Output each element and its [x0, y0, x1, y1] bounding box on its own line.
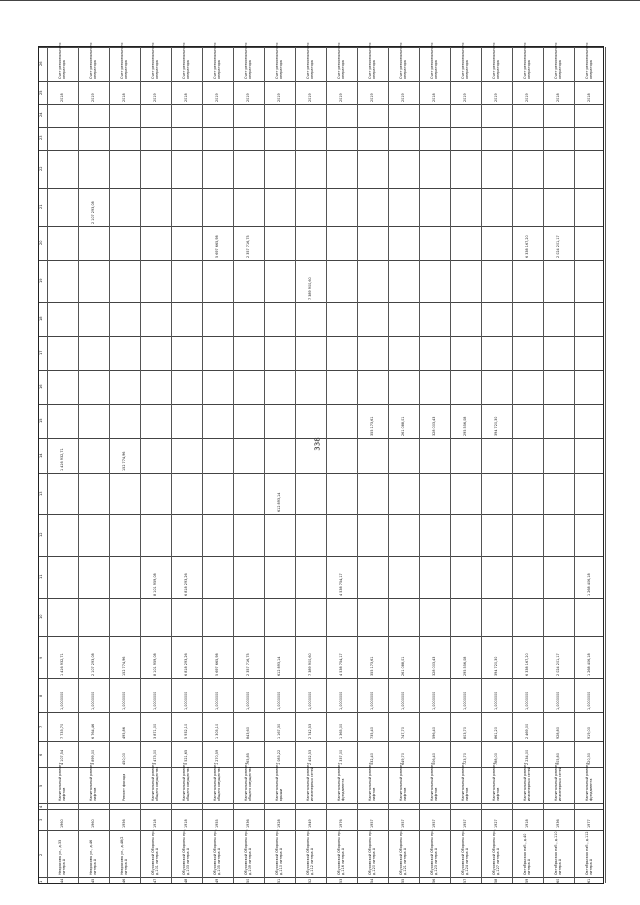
table-cell-c25: 2019 [152, 93, 157, 102]
table-cell-c7: 596,40 [431, 726, 436, 739]
table-cell-c8: 1,0000000 [586, 691, 591, 711]
table-cell-no: 47 [152, 878, 157, 883]
column-divider [39, 636, 603, 637]
table-cell-c8: 1,0000000 [462, 691, 467, 711]
table-cell-c7: 1 365,00 [338, 723, 343, 739]
table-cell-c7: 3 871,00 [152, 723, 157, 739]
table-cell-c9: 261 088,01 [400, 656, 405, 676]
table-cell-c26: Счет регионального оператора [305, 42, 314, 80]
table-cell-c7: 1 167,30 [276, 723, 281, 739]
table-cell-c9: 2 024 201,17 [555, 653, 560, 676]
table-cell-work: Капитальный ремонт фундамента [336, 762, 345, 802]
table-cell-c11: 4 538 754,17 [338, 573, 343, 597]
table-cell-c8: 1,0000000 [276, 691, 281, 711]
row-divider [47, 47, 48, 883]
table-cell-c6: 723,70 [462, 753, 467, 766]
row-divider [543, 47, 544, 883]
table-cell-work: Капитальный ремонт общего имущества [212, 762, 221, 802]
table-cell-c11: 6 818 293,26 [183, 573, 188, 597]
capital-repair-table [38, 42, 604, 884]
column-number: 15 [39, 418, 43, 424]
table-cell-year: 1957 [369, 819, 374, 828]
table-cell-year: 1936 [555, 819, 560, 828]
table-cell-c6: 1 337,00 [338, 750, 343, 766]
row-divider [202, 47, 203, 883]
column-divider [39, 104, 603, 105]
column-number: 13 [39, 490, 43, 496]
column-divider [39, 803, 603, 804]
table-cell-year: 1918 [152, 819, 157, 828]
table-cell-c9: 6 818 293,26 [183, 653, 188, 676]
table-cell-c26: Счет регионального оператора [57, 42, 66, 80]
table-cell-year: 1976 [338, 819, 343, 828]
table-cell-address: Обуховской Обороны пр., д.120 литера А [367, 829, 376, 876]
page-number: 338 [313, 437, 322, 451]
table-cell-work: Капитальный ремонт лифтов [460, 762, 469, 802]
table-cell-year: 1960 [90, 819, 95, 828]
table-cell-c9: 1 268 406,18 [586, 653, 591, 676]
table-cell-year: 1936 [245, 819, 250, 828]
table-cell-year: 1957 [400, 819, 405, 828]
table-cell-c20: 5 697 665,98 [214, 235, 219, 258]
column-divider [39, 188, 603, 189]
table-cell-c20: 2 024 201,17 [555, 235, 560, 258]
table-cell-year: 1927 [493, 819, 498, 828]
column-divider [39, 150, 603, 151]
table-cell-work: Капитальный ремонт инженерных сетей [553, 762, 562, 802]
table-cell-work: Капитальный ремонт общего имущества [150, 762, 159, 802]
table-cell-c6: 788,00 [493, 753, 498, 766]
table-cell-c6: 2 234,00 [524, 750, 529, 766]
table-cell-work: Капитальный ремонт лифтов [398, 762, 407, 802]
table-cell-address: Обуховской Обороны пр., д.121 литера А [398, 829, 407, 876]
table-cell-no: 56 [431, 878, 436, 883]
table-cell-no: 58 [493, 878, 498, 883]
table-cell-c9: 6 338 167,20 [524, 653, 529, 676]
table-cell-year: 1956 [121, 819, 126, 828]
table-cell-c26: Счет регионального оператора [553, 42, 562, 80]
table-cell-c11: 8 101 959,08 [152, 573, 157, 597]
table-cell-c9: 328 003,43 [431, 656, 436, 676]
table-cell-c7: 5 932,10 [183, 723, 188, 739]
table-cell-c25: 2018 [555, 93, 560, 102]
table-cell-c9: 2 357 716,75 [245, 653, 250, 676]
row-divider [388, 47, 389, 883]
table-cell-address: Октябрьская наб., д.110 литера А [553, 831, 562, 876]
column-number: 9 [39, 656, 43, 659]
table-cell-c9: 1 416 932,71 [59, 653, 64, 676]
table-cell-c7: 495,86 [121, 726, 126, 739]
table-cell-work: Ремонт фасада [121, 773, 126, 802]
table-cell-c9: 152 774,96 [121, 656, 126, 676]
table-cell-c11: 1 268 406,18 [586, 573, 591, 597]
table-cell-c26: Счет регионального оператора [460, 42, 469, 80]
table-cell-c6: 649,70 [400, 753, 405, 766]
table-cell-c7: 6 764,46 [90, 723, 95, 739]
column-number: 17 [39, 350, 43, 355]
table-cell-c9: 8 101 959,08 [152, 653, 157, 676]
column-divider [39, 260, 603, 261]
table-cell-c6: 532,40 [369, 753, 374, 766]
table-cell-c26: Счет регионального оператора [367, 42, 376, 80]
table-cell-c21: 2 107 293,08 [90, 200, 95, 224]
column-number: 14 [39, 452, 43, 458]
table-cell-c8: 1,0000000 [183, 691, 188, 711]
column-divider [39, 302, 603, 303]
table-cell-year: 1928 [276, 819, 281, 828]
column-divider [39, 336, 603, 337]
row-divider [171, 47, 172, 883]
column-divider [39, 473, 603, 474]
table-cell-year: 1949 [307, 819, 312, 828]
table-cell-work: Капитальный ремонт крыши [274, 762, 283, 802]
column-number: 26 [39, 61, 43, 67]
table-cell-c25: 2018 [121, 93, 126, 102]
row-divider [419, 47, 420, 883]
table-cell-c25: 2019 [90, 93, 95, 102]
table-cell-c9: 295 556,08 [462, 656, 467, 676]
table-cell-c26: Счет регионального оператора [522, 42, 531, 80]
table-cell-c6: 5 521,65 [183, 750, 188, 766]
row-divider [295, 47, 296, 883]
table-cell-c7: 735,40 [369, 726, 374, 739]
table-cell-c9: 394 720,30 [493, 656, 498, 676]
table-cell-year: 1960 [59, 819, 64, 828]
column-number: 23 [39, 135, 43, 141]
table-cell-work: Капитальный ремонт инженерных сетей [522, 762, 531, 802]
table-cell-c25: 2019 [276, 93, 281, 102]
row-divider [357, 47, 358, 883]
row-divider [264, 47, 265, 883]
table-cell-c15: 394 720,30 [493, 417, 498, 437]
table-cell-address: Обуховской Обороны пр., д.116 литера А [336, 829, 345, 876]
table-cell-no: 61 [586, 878, 591, 883]
table-cell-c6: 3 473,00 [152, 750, 157, 766]
column-divider [39, 598, 603, 599]
table-cell-c7: 2 742,53 [307, 723, 312, 739]
table-cell-address: Некрасова ул., д.48/2 литера А [119, 836, 128, 876]
table-cell-address: Обуховской Обороны пр., д.127 литера А [491, 829, 500, 876]
table-cell-c8: 1,0000000 [152, 691, 157, 711]
column-divider [39, 514, 603, 515]
column-number: 20 [39, 240, 43, 245]
table-cell-c25: 2019 [369, 93, 374, 102]
table-cell-c6: 1 083,22 [276, 750, 281, 766]
table-cell-c7: 843,60 [245, 726, 250, 739]
column-divider [39, 767, 603, 768]
row-divider [140, 47, 141, 883]
table-cell-c8: 1,0000000 [59, 691, 64, 711]
table-cell-c15: 328 003,43 [431, 417, 436, 437]
table-cell-address: Некрасова ул., д.46 литера А [88, 840, 97, 876]
table-cell-c8: 1,0000000 [214, 691, 219, 711]
table-cell-year: 1918 [524, 819, 529, 828]
table-cell-c7: 919,00 [586, 726, 591, 739]
table-cell-address: Октябрьская наб., д.112 литера А [584, 831, 593, 876]
table-cell-c6: 920,30 [586, 753, 591, 766]
table-cell-c25: 2018 [586, 93, 591, 102]
column-number: 7 [39, 726, 43, 729]
table-cell-c8: 1,0000000 [307, 691, 312, 711]
table-cell-year: 1918 [183, 819, 188, 828]
table-cell-c25: 2018 [183, 93, 188, 102]
table-cell-work: Капитальный ремонт лифтов [491, 762, 500, 802]
table-cell-c8: 1,0000000 [493, 691, 498, 711]
row-divider [481, 47, 482, 883]
table-cell-c6: 905,80 [555, 753, 560, 766]
table-cell-work: Капитальный ремонт фундамента [584, 762, 593, 802]
table-cell-c25: 2019 [400, 93, 405, 102]
table-cell-c15: 295 556,08 [462, 417, 467, 437]
table-cell-c6: 4 107,54 [59, 750, 64, 766]
column-number: 22 [39, 166, 43, 171]
table-cell-c9: 5 697 665,98 [214, 653, 219, 676]
column-number: 25 [39, 90, 43, 95]
table-cell-no: 46 [121, 878, 126, 883]
table-cell-no: 57 [462, 878, 467, 883]
table-cell-c6: 450,00 [121, 753, 126, 766]
table-cell-c26: Счет регионального оператора [243, 42, 252, 80]
table-cell-c8: 1,0000000 [90, 691, 95, 711]
table-cell-year: 1955 [214, 819, 219, 828]
table-cell-c26: Счет регионального оператора [212, 42, 221, 80]
table-cell-c7: 747,70 [400, 726, 405, 739]
table-cell-c8: 1,0000000 [524, 691, 529, 711]
table-cell-c7: 861,20 [493, 726, 498, 739]
table-cell-work: Капитальный ремонт инженерных сетей [305, 762, 314, 802]
table-cell-address: Обуховской Обороны пр., д.124 литера А [460, 829, 469, 876]
column-divider [39, 556, 603, 557]
column-number: 11 [39, 574, 43, 580]
table-cell-c26: Счет регионального оператора [584, 42, 593, 80]
table-cell-no: 48 [183, 878, 188, 883]
table-cell-c6: 506,40 [431, 753, 436, 766]
table-cell-c6: 3 899,00 [90, 750, 95, 766]
table-cell-no: 59 [524, 878, 529, 883]
table-cell-work: Капитальный ремонт лифтов [367, 762, 376, 802]
table-cell-c7: 7 733,70 [59, 723, 64, 739]
table-cell-c6: 765,85 [245, 753, 250, 766]
table-cell-c9: 612 893,14 [276, 656, 281, 676]
table-cell-work: Капитальный ремонт общего имущества [243, 762, 252, 802]
table-cell-c15: 355 173,61 [369, 417, 374, 437]
column-divider [39, 438, 603, 439]
table-cell-c26: Счет регионального оператора [274, 42, 283, 80]
column-divider [39, 370, 603, 371]
table-cell-c26: Счет регионального оператора [491, 42, 500, 80]
table-cell-no: 55 [400, 878, 405, 883]
table-cell-c9: 355 173,61 [369, 656, 374, 676]
table-cell-c9: 4 538 754,17 [338, 653, 343, 676]
table-cell-address: Некрасова ул., д.33 литера А [57, 840, 66, 876]
table-cell-address: Обуховской Обороны пр., д.112 литера А [305, 829, 314, 876]
table-cell-work: Капитальный ремонт лифтов [429, 762, 438, 802]
column-number: 3 [39, 819, 43, 822]
table-cell-no: 51 [276, 878, 281, 883]
table-cell-work: Капитальный ремонт лифтов [57, 762, 66, 802]
table-cell-address: Обуховской Обороны пр., д.101 литера А [150, 829, 159, 876]
table-cell-c20: 6 338 167,20 [524, 235, 529, 258]
column-number: 24 [39, 112, 43, 118]
row-divider [512, 47, 513, 883]
top-rule [0, 0, 640, 1]
table-cell-address: Обуховской Обороны пр., д.109 литера А [243, 829, 252, 876]
column-number: 19 [39, 278, 43, 283]
table-cell-c26: Счет регионального оператора [336, 42, 345, 80]
table-cell-c25: 2019 [307, 93, 312, 102]
table-cell-address: Обуховской Обороны пр., д.123 литера А [429, 829, 438, 876]
column-number: 2 [39, 853, 43, 856]
table-cell-work: Капитальный ремонт лифтов [88, 762, 97, 802]
table-cell-c8: 1,0000000 [121, 691, 126, 711]
table-cell-no: 53 [338, 878, 343, 883]
row-divider [326, 47, 327, 883]
row-divider [109, 47, 110, 883]
table-cell-c13: 612 893,14 [276, 493, 281, 513]
table-cell-year: 1957 [431, 819, 436, 828]
table-cell-c25: 2019 [462, 93, 467, 102]
table-cell-address: Обуховской Обороны пр., д.110 литера А [274, 829, 283, 876]
table-cell-no: 50 [245, 878, 250, 883]
column-number: 12 [39, 532, 43, 538]
table-cell-c7: 803,70 [462, 726, 467, 739]
column-number: 1 [39, 880, 43, 884]
table-cell-no: 60 [555, 878, 560, 883]
table-cell-no: 45 [90, 878, 95, 883]
table-cell-c7: 2 469,00 [524, 723, 529, 739]
table-cell-c8: 1,0000000 [369, 691, 374, 711]
column-number: 10 [39, 614, 43, 620]
row-divider [574, 47, 575, 883]
table-cell-c25: 2019 [214, 93, 219, 102]
table-cell-c26: Счет регионального оператора [181, 42, 190, 80]
column-number: 5 [39, 784, 43, 788]
row-divider [605, 47, 606, 883]
column-number: 4 [39, 805, 43, 809]
column-number: 21 [39, 204, 43, 209]
table-cell-address: Обуховской Обороны пр., д.105 литера А [212, 829, 221, 876]
table-cell-c26: Счет регионального оператора [150, 42, 159, 80]
column-divider [39, 226, 603, 227]
column-divider [39, 809, 603, 810]
column-divider [39, 830, 603, 831]
table-cell-c25: 2018 [59, 93, 64, 102]
table-cell-c7: 928,80 [555, 726, 560, 739]
table-cell-c25: 2018 [431, 93, 436, 102]
table-cell-no: 54 [369, 878, 374, 883]
row-divider [450, 47, 451, 883]
table-cell-no: 49 [214, 878, 219, 883]
table-cell-c15: 261 088,01 [400, 417, 405, 437]
table-cell-c8: 1,0000000 [338, 691, 343, 711]
table-cell-c9: 7 389 900,60 [307, 653, 312, 676]
table-cell-c26: Счет регионального оператора [88, 42, 97, 80]
table-cell-c26: Счет регионального оператора [398, 42, 407, 80]
table-cell-c6: 1 270,59 [214, 750, 219, 766]
table-cell-address: Обуховской Обороны пр., д.103 литера А [181, 829, 190, 876]
table-cell-c26: Счет регионального оператора [429, 42, 438, 80]
table-cell-c25: 2019 [245, 93, 250, 102]
table-cell-c20: 2 357 716,75 [245, 235, 250, 258]
table-cell-c14: 152 774,96 [121, 451, 126, 471]
table-cell-c25: 2019 [338, 93, 343, 102]
table-cell-c8: 1,0000000 [400, 691, 405, 711]
table-cell-c7: 1 305,10 [214, 723, 219, 739]
table-cell-no: 44 [59, 878, 64, 883]
column-divider [39, 678, 603, 679]
table-cell-c14: 1 416 932,71 [59, 447, 64, 471]
table-cell-c25: 2019 [493, 93, 498, 102]
row-divider [233, 47, 234, 883]
column-number: 18 [39, 316, 43, 321]
column-number: 16 [39, 384, 43, 390]
table-cell-no: 52 [307, 878, 312, 883]
table-cell-c8: 1,0000000 [245, 691, 250, 711]
table-cell-c6: 2 452,53 [307, 750, 312, 766]
row-divider [78, 47, 79, 883]
column-divider [39, 127, 603, 128]
column-divider [39, 404, 603, 405]
table-cell-c8: 1,0000000 [555, 691, 560, 711]
table-cell-c8: 1,0000000 [431, 691, 436, 711]
column-divider [39, 741, 603, 742]
table-cell-year: 1957 [462, 819, 467, 828]
table-cell-year: 1977 [586, 819, 591, 828]
table-cell-c26: Счет регионального оператора [119, 42, 128, 80]
column-divider [39, 712, 603, 713]
table-cell-c9: 2 107 293,08 [90, 653, 95, 676]
table-cell-address: Октябрьская наб., д.40 литера А [522, 833, 531, 876]
table-cell-c25: 2019 [524, 93, 529, 102]
table-cell-c19: 7 389 900,60 [307, 276, 312, 300]
column-number: 8 [39, 694, 43, 697]
column-number: 6 [39, 753, 43, 756]
table-cell-work: Капитальный ремонт общего имущества [181, 762, 190, 802]
column-divider [39, 81, 603, 82]
